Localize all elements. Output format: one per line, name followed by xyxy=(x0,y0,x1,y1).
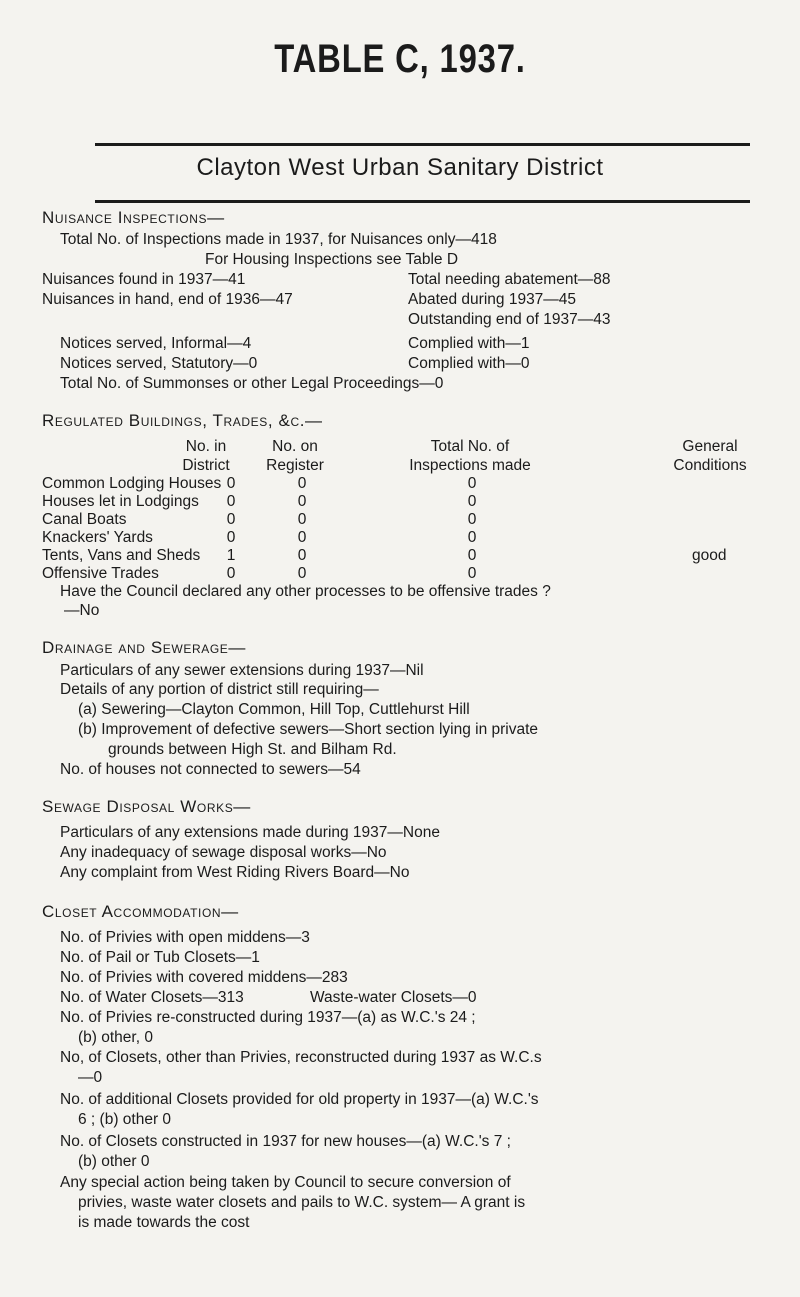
row-label: Common Lodging Houses xyxy=(42,475,222,492)
drainage-line-6: No. of houses not connected to sewers—54 xyxy=(60,761,361,778)
cell-inspections: 0 xyxy=(467,529,477,546)
closet-line-2: No. of Pail or Tub Closets—1 xyxy=(60,949,260,966)
notices-statutory: Notices served, Statutory—0 xyxy=(60,355,258,372)
drainage-line-4: (b) Improvement of defective sewers—Short section lying in private xyxy=(78,721,539,738)
cell-register: 0 xyxy=(297,547,307,564)
closet-line-5: No. of Privies re-constructed during 1937—(a) as W.C.'s 24 ; xyxy=(60,1009,476,1026)
cell-register: 0 xyxy=(297,511,307,528)
drainage-line-3: (a) Sewering—Clayton Common, Hill Top, Cuttlehurst Hill xyxy=(78,701,470,718)
closet-line-8: —0 xyxy=(78,1069,103,1086)
cell-district: 0 xyxy=(226,529,236,546)
offensive-trades-answer: —No xyxy=(64,602,100,619)
nuisances-found: Nuisances found in 1937—41 xyxy=(42,271,246,288)
closet-line-7: No, of Closets, other than Privies, reconstructed during 1937 as W.C.s xyxy=(60,1049,542,1066)
drainage-line-2: Details of any portion of district still requiring— xyxy=(60,681,379,698)
closet-line-13: Any special action being taken by Council to secure conversion of xyxy=(60,1174,511,1191)
closet-line-1: No. of Privies with open middens—3 xyxy=(60,929,310,946)
closet-line-12: (b) other 0 xyxy=(78,1153,150,1170)
col-inspections-header-2: Inspections made xyxy=(409,457,531,474)
row-label: Offensive Trades xyxy=(42,565,159,582)
drainage-line-5: grounds between High St. and Bilham Rd. xyxy=(108,741,397,758)
cell-inspections: 0 xyxy=(467,511,477,528)
sewage-heading: Sewage Disposal Works— xyxy=(42,797,251,816)
cell-district: 0 xyxy=(226,493,236,510)
housing-line: For Housing Inspections see Table D xyxy=(205,251,459,268)
nuisances-in-hand: Nuisances in hand, end of 1936—47 xyxy=(42,291,293,308)
sewage-line-2: Any inadequacy of sewage disposal works—No xyxy=(60,844,387,861)
cell-inspections: 0 xyxy=(467,475,477,492)
regulated-heading: Regulated Buildings, Trades, &c.— xyxy=(42,411,323,430)
closet-line-14: privies, waste water closets and pails to W.C. system— A grant is xyxy=(78,1194,526,1211)
sewage-line-3: Any complaint from West Riding Rivers Board—No xyxy=(60,864,410,881)
closet-line-4a: No. of Water Closets—313 xyxy=(60,989,244,1006)
top-rule xyxy=(95,143,750,146)
row-label: Canal Boats xyxy=(42,511,127,528)
col-register-header-2: Register xyxy=(266,457,324,474)
outstanding-end: Outstanding end of 1937—43 xyxy=(408,311,611,328)
complied-with-informal: Complied with—1 xyxy=(408,335,530,352)
cell-register: 0 xyxy=(297,475,307,492)
abated-during: Abated during 1937—45 xyxy=(408,291,577,308)
cell-inspections: 0 xyxy=(467,547,477,564)
complied-with-statutory: Complied with—0 xyxy=(408,355,530,372)
cell-district: 0 xyxy=(226,565,236,582)
closet-line-9: No. of additional Closets provided for old property in 1937—(a) W.C.'s xyxy=(60,1091,539,1108)
closet-line-3: No. of Privies with covered middens—283 xyxy=(60,969,348,986)
district-subtitle: Clayton West Urban Sanitary District xyxy=(196,154,604,181)
col-conditions-header-2: Conditions xyxy=(673,457,747,474)
sewage-line-1: Particulars of any extensions made during 1937—None xyxy=(60,824,440,841)
row-label: Tents, Vans and Sheds xyxy=(42,547,201,564)
col-inspections-header-1: Total No. of xyxy=(430,438,510,455)
drainage-line-1: Particulars of any sewer extensions during 1937—Nil xyxy=(60,662,424,679)
drainage-heading: Drainage and Sewerage— xyxy=(42,638,246,657)
nuisance-heading: Nuisance Inspections— xyxy=(42,208,225,227)
closet-line-6: (b) other, 0 xyxy=(78,1029,153,1046)
cell-inspections: 0 xyxy=(467,493,477,510)
cell-inspections: 0 xyxy=(467,565,477,582)
closet-line-10: 6 ; (b) other 0 xyxy=(78,1111,172,1128)
cell-register: 0 xyxy=(297,493,307,510)
closet-line-11: No. of Closets constructed in 1937 for new houses—(a) W.C.'s 7 ; xyxy=(60,1133,511,1150)
closet-line-15: is made towards the cost xyxy=(78,1214,250,1231)
cell-district: 1 xyxy=(226,547,236,564)
row-label: Knackers' Yards xyxy=(42,529,153,546)
row-label: Houses let in Lodgings xyxy=(42,493,199,510)
closet-heading: Closet Accommodation— xyxy=(42,902,239,921)
nuisance-total-line: Total No. of Inspections made in 1937, for Nuisances only—418 xyxy=(60,231,497,248)
offensive-trades-question: Have the Council declared any other processes to be offensive trades ? xyxy=(60,583,551,600)
col-register-header-1: No. on xyxy=(272,438,318,455)
cell-register: 0 xyxy=(297,529,307,546)
notices-informal: Notices served, Informal—4 xyxy=(60,335,252,352)
col-conditions-header-1: General xyxy=(682,438,738,455)
col-district-header-1: No. in xyxy=(185,438,227,455)
col-district-header-2: District xyxy=(182,457,230,474)
cell-district: 0 xyxy=(226,511,236,528)
page-title: TABLE C, 1937. xyxy=(274,37,526,81)
summonses-line: Total No. of Summonses or other Legal Proceedings—0 xyxy=(60,375,444,392)
cell-district: 0 xyxy=(226,475,236,492)
total-needing-abatement: Total needing abatement—88 xyxy=(408,271,611,288)
subtitle-rule xyxy=(95,200,750,203)
cell-register: 0 xyxy=(297,565,307,582)
cell-conditions: good xyxy=(692,547,727,564)
closet-line-4b: Waste-water Closets—0 xyxy=(310,989,477,1006)
